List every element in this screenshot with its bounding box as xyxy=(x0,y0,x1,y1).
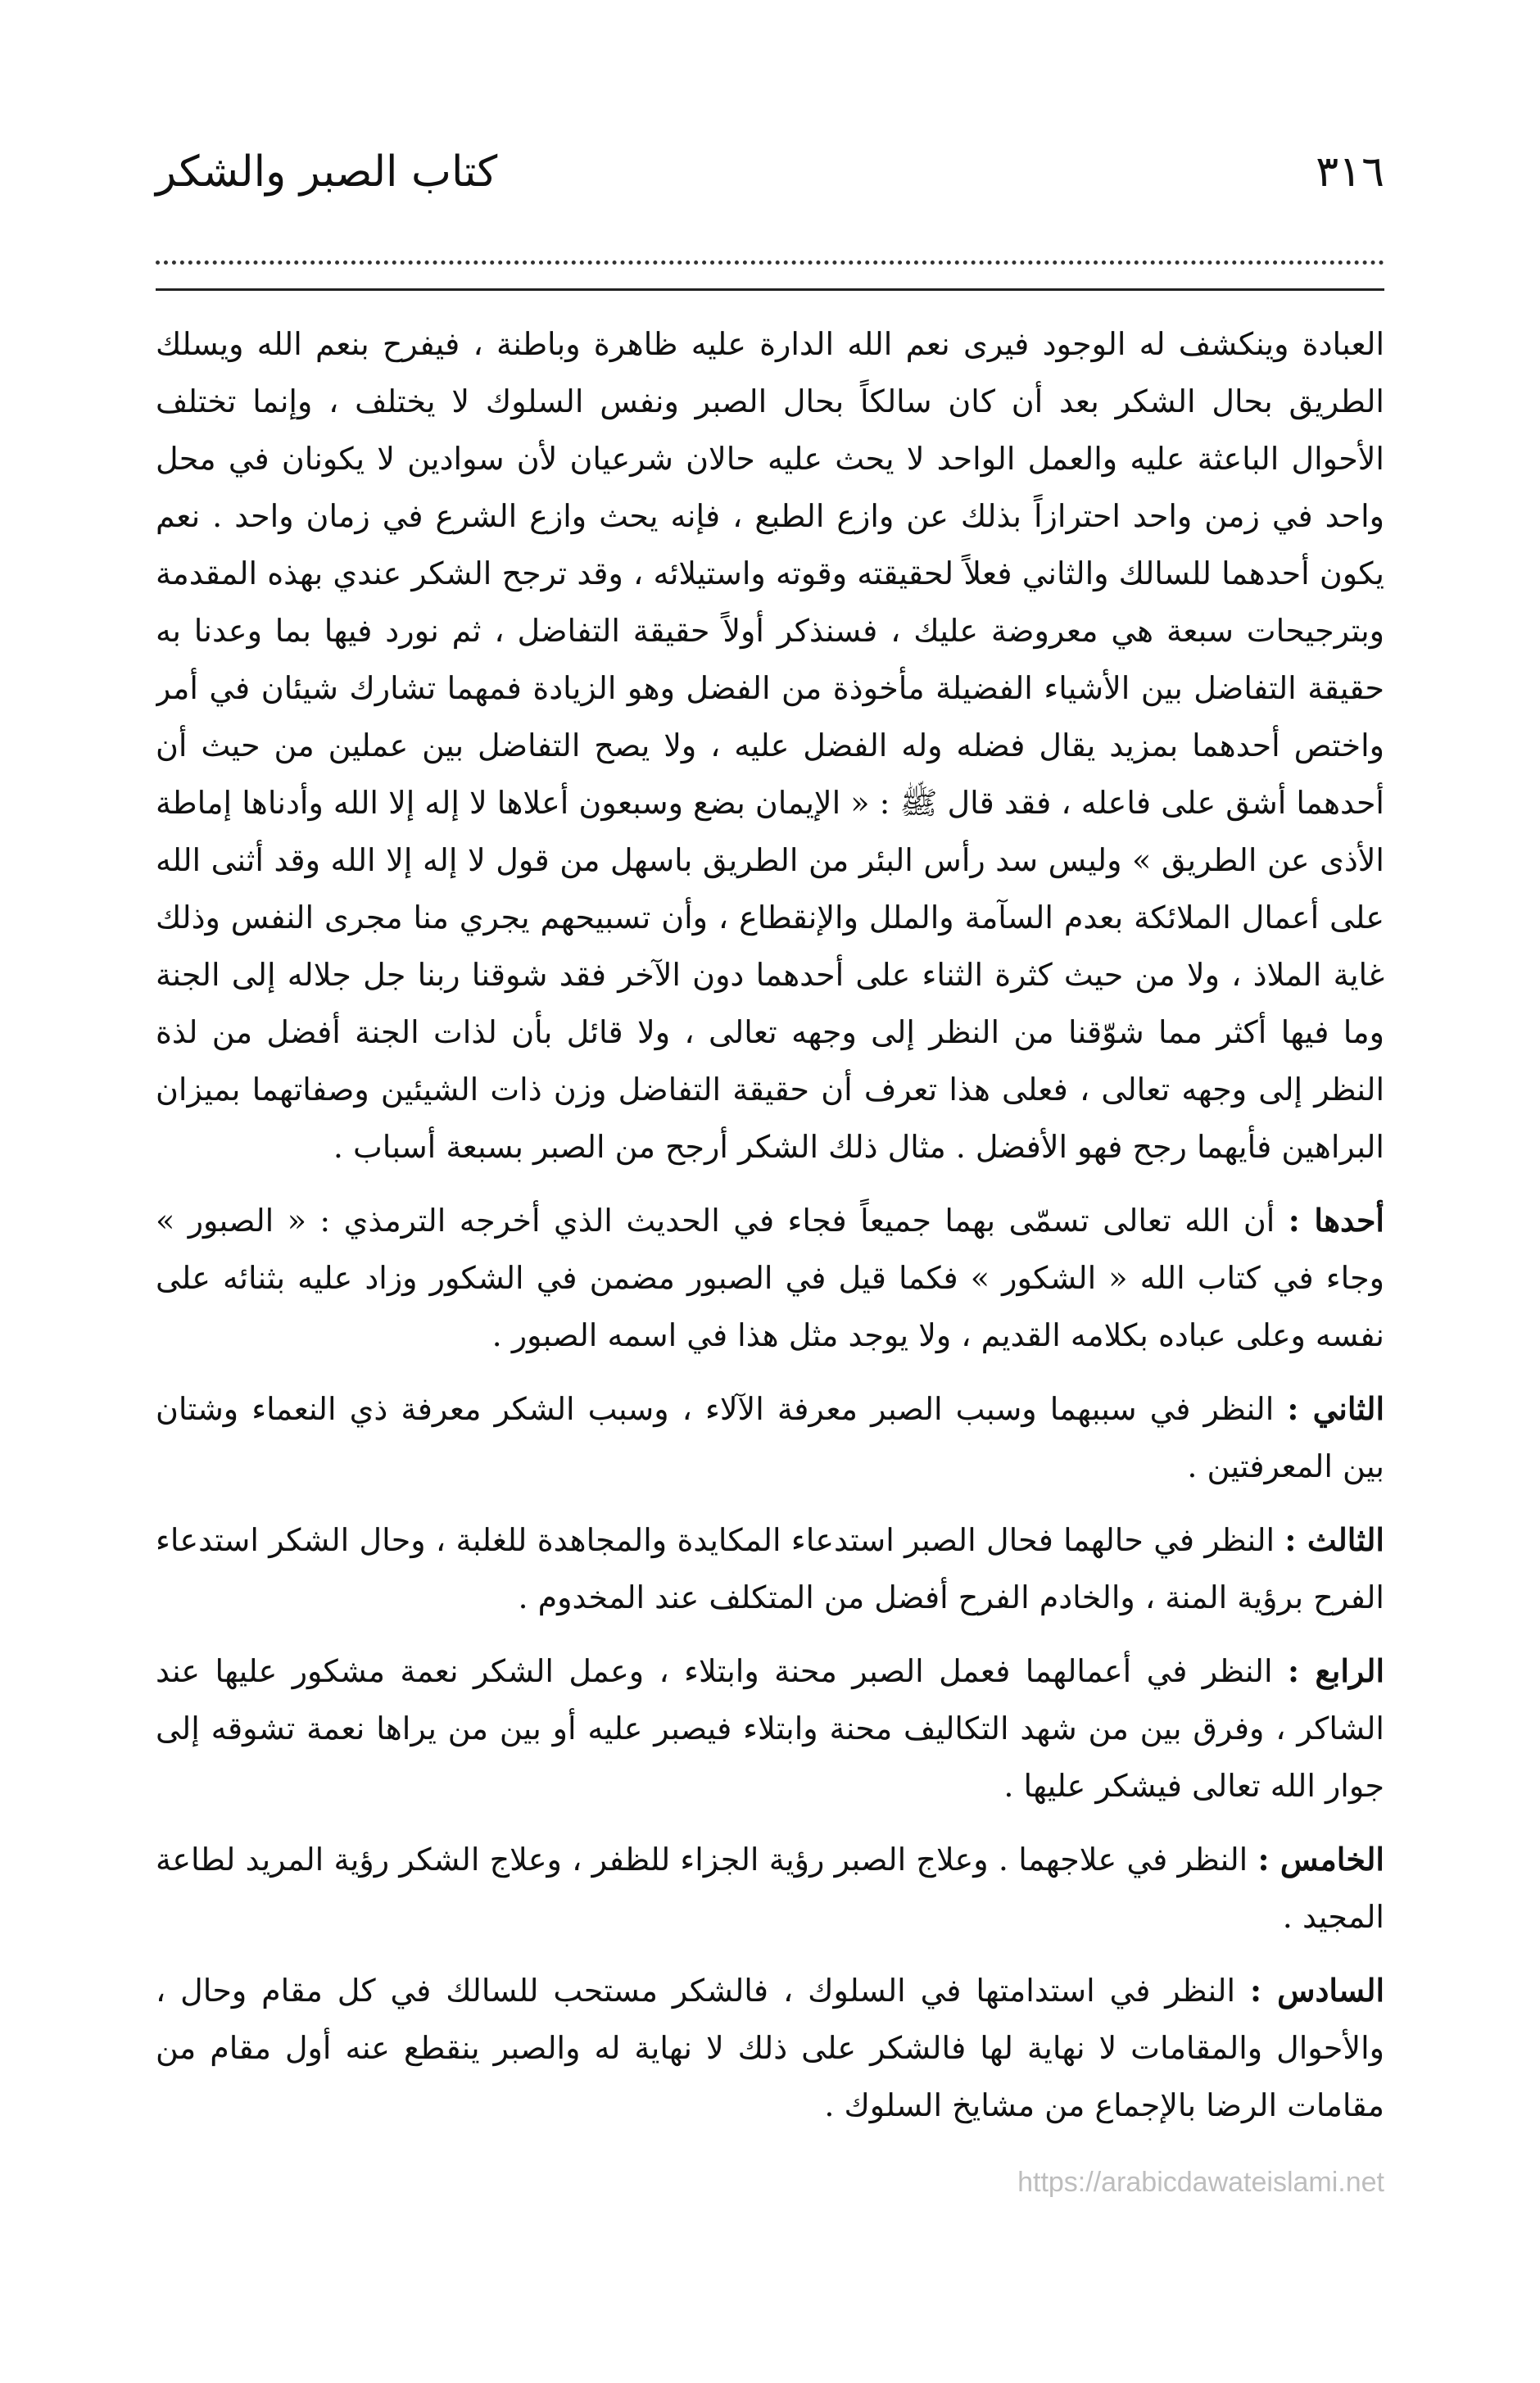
solid-divider xyxy=(156,288,1384,291)
cause-text: النظر في سببهما وسبب الصبر معرفة الآلاء ، وسبب الشكر معرفة ذي النعماء وشتان بين المعرفتين . xyxy=(156,1391,1384,1484)
cause-text: النظر في علاجهما . وعلاج الصبر رؤية الجزاء للظفر ، وعلاج الشكر رؤية المريد لطاعة المجيد . xyxy=(156,1842,1384,1935)
cause-label: الثاني : xyxy=(1287,1390,1384,1427)
cause-label: الثالث : xyxy=(1284,1521,1384,1558)
watermark-url: https://arabicdawateislami.net xyxy=(1017,2167,1384,2198)
cause-label: الرابع : xyxy=(1287,1652,1384,1689)
cause-text: النظر في أعمالهما فعمل الصبر محنة وابتلاء ، وعمل الشكر نعمة مشكور عليها عند الشاكر ، وفرق بين من شهد التكاليف محنة وابتلاء فيصبر عليه أو بين من يراها نعمة تشوقه إلى جوار الله تعالى فيشكر عليها . xyxy=(156,1653,1384,1804)
cause-text: النظر في استدامتها في السلوك ، فالشكر مستحب للسالك في كل مقام وحال ، والأحوال والمقامات لا نهاية لها فالشكر على ذلك لا نهاية له والصبر ينقطع عنه أول مقام من مقامات الرضا بالإجماع من مشايخ السلوك . xyxy=(156,1973,1384,2123)
cause-paragraph-1 xyxy=(156,1192,1384,1364)
cause-paragraph-4 xyxy=(156,1642,1384,1814)
cause-paragraph-6 xyxy=(156,1962,1384,2134)
running-title: كتاب الصبر والشكر xyxy=(156,147,498,197)
dotted-divider xyxy=(156,260,1384,265)
intro-paragraph: العبادة وينكشف له الوجود فيرى نعم الله الدارة عليه ظاهرة وباطنة ، فيفرح بنعم الله ويسلك الطريق بحال الشكر بعد أن كان سالكاً بحال الصبر ونفس السلوك لا يختلف ، وإنما تختلف الأحوال الباعثة عليه والعمل الواحد لا يحث عليه حالان شرعيان لأن سوادين لا يكونان في محل واحد في زمن واحد احترازاً بذلك عن وازع الطبع ، فإنه يحث وازع الشرع في زمان واحد . نعم يكون أحدهما للسالك والثاني فعلاً لحقيقته وقوته واستيلائه ، وقد ترجح الشكر عندي بهذه المقدمة وبترجيحات سبعة هي معروضة عليك ، فسنذكر أولاً حقيقة التفاضل ، ثم نورد فيها بما وعدنا به حقيقة التفاضل بين الأشياء الفضيلة مأخوذة من الفضل وهو الزيادة فمهما تشارك شيئان في أمر واختص أحدهما بمزيد يقال فضله وله الفضل عليه ، ولا يصح التفاضل بين عملين من حيث أن أحدهما أشق على فاعله ، فقد قال ﷺ : « الإيمان بضع وسبعون أعلاها لا إله إلا الله وأدناها إماطة الأذى عن الطريق » وليس سد رأس البئر من الطريق باسهل من قول لا إله إلا الله وقد أثنى الله على أعمال الملائكة بعدم السآمة والملل والإنقطاع ، وأن تسبيحهم يجري منا مجرى النفس وذلك غاية الملاذ ، ولا من حيث كثرة الثناء على أحدهما دون الآخر فقد شوقنا ربنا جل جلاله إلى الجنة وما فيها أكثر مما شوّقنا من النظر إلى وجهه تعالى ، ولا قائل بأن لذات الجنة أفضل من لذة النظر إلى وجهه تعالى ، فعلى هذا تعرف أن حقيقة التفاضل وزن ذات الشيئين وصفاتهما بميزان البراهين فأيهما رجح فهو الأفضل . مثال ذلك الشكر أرجح من الصبر بسبعة أسباب . xyxy=(156,326,1384,1165)
page-header xyxy=(156,139,1384,205)
cause-label: أحدها : xyxy=(1288,1202,1384,1239)
page-body xyxy=(156,315,1384,2134)
page-number: ٣١٦ xyxy=(1316,147,1384,197)
cause-paragraph-5 xyxy=(156,1831,1384,1946)
cause-label: السادس : xyxy=(1249,1972,1384,2009)
cause-paragraph-2 xyxy=(156,1380,1384,1495)
cause-label: الخامس : xyxy=(1257,1841,1384,1878)
cause-text: أن الله تعالى تسمّى بهما جميعاً فجاء في الحديث الذي أخرجه الترمذي : « الصبور » وجاء في كتاب الله « الشكور » فكما قيل في الصبور مضمن في الشكور وزاد عليه بثنائه على نفسه وعلى عباده بكلامه القديم ، ولا يوجد مثل هذا في اسمه الصبور . xyxy=(156,1203,1384,1353)
cause-paragraph-3 xyxy=(156,1511,1384,1626)
cause-text: النظر في حالهما فحال الصبر استدعاء المكايدة والمجاهدة للغلبة ، وحال الشكر استدعاء الفرح برؤية المنة ، والخادم الفرح أفضل من المتكلف عند المخدوم . xyxy=(156,1522,1384,1615)
